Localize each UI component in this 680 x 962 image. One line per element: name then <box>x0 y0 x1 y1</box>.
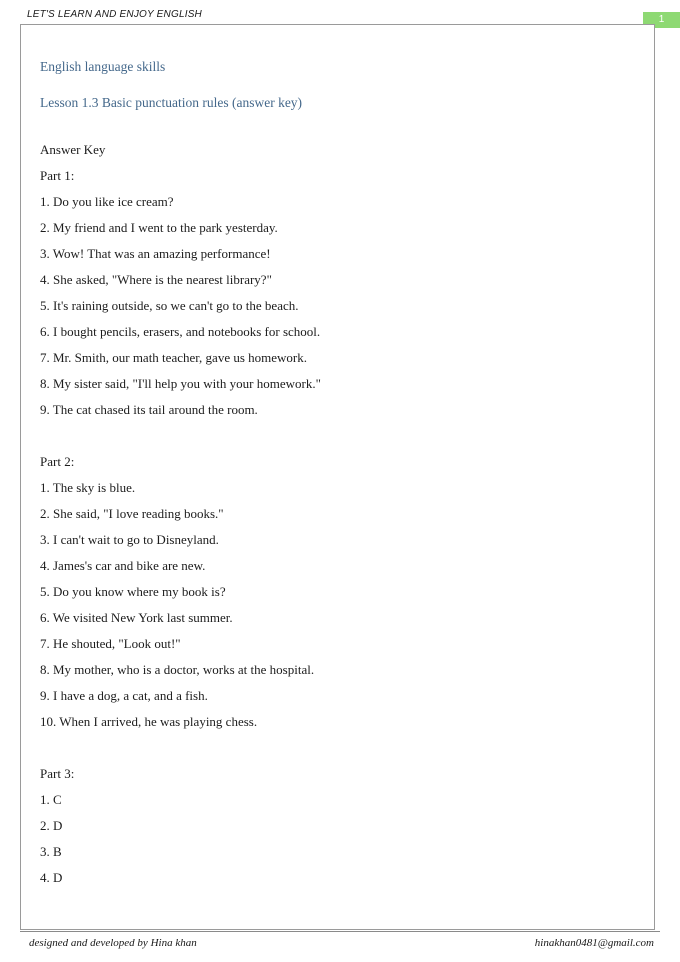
answer-item: 9. I have a dog, a cat, and a fish. <box>40 688 208 703</box>
section-label: Part 1: <box>40 168 75 183</box>
answer-item: 8. My sister said, "I'll help you with your homework." <box>40 376 321 391</box>
footer-credit: designed and developed by Hina khan <box>29 937 197 949</box>
answer-item: 2. She said, "I love reading books." <box>40 506 224 521</box>
section-spacer <box>40 423 620 449</box>
answer-item: 6. I bought pencils, erasers, and notebooks for school. <box>40 324 321 339</box>
answer-item: 2. D <box>40 818 63 833</box>
answer-item: 9. The cat chased its tail around the room. <box>40 402 258 417</box>
page-footer <box>0 930 680 962</box>
answer-item: 3. Wow! That was an amazing performance! <box>40 246 271 261</box>
answer-item: 3. B <box>40 844 62 859</box>
answer-item: 1. The sky is blue. <box>40 480 136 495</box>
header-title: LET'S LEARN AND ENJOY ENGLISH <box>27 9 202 20</box>
footer-divider <box>20 931 660 932</box>
answer-item: 10. When I arrived, he was playing chess. <box>40 714 258 729</box>
answer-item: 7. He shouted, "Look out!" <box>40 636 181 651</box>
page-number-badge: 1 <box>643 12 680 28</box>
answer-item: 8. My mother, who is a doctor, works at the hospital. <box>40 662 315 677</box>
answer-key-label: Answer Key <box>40 142 106 157</box>
answer-item: 4. James's car and bike are new. <box>40 558 206 573</box>
section-label: Part 2: <box>40 454 75 469</box>
answer-sections <box>40 163 620 891</box>
page-header <box>0 0 680 24</box>
answer-item: 4. She asked, "Where is the nearest library?" <box>40 272 272 287</box>
answer-item: 5. Do you know where my book is? <box>40 584 226 599</box>
page-content-frame <box>20 24 655 930</box>
answer-item: 7. Mr. Smith, our math teacher, gave us homework. <box>40 350 308 365</box>
answer-item: 5. It's raining outside, so we can't go to the beach. <box>40 298 299 313</box>
answer-item: 4. D <box>40 870 63 885</box>
answer-item: 6. We visited New York last summer. <box>40 610 233 625</box>
answer-item: 2. My friend and I went to the park yesterday. <box>40 220 278 235</box>
lesson-title: Lesson 1.3 Basic punctuation rules (answer key) <box>40 95 303 110</box>
document-body <box>40 59 620 891</box>
answer-item: 1. C <box>40 792 62 807</box>
answer-item: 1. Do you like ice cream? <box>40 194 174 209</box>
course-title: English language skills <box>40 59 166 74</box>
answer-item: 3. I can't wait to go to Disneyland. <box>40 532 219 547</box>
footer-email: hinakhan0481@gmail.com <box>534 937 654 949</box>
section-label: Part 3: <box>40 766 75 781</box>
section-spacer <box>40 735 620 761</box>
